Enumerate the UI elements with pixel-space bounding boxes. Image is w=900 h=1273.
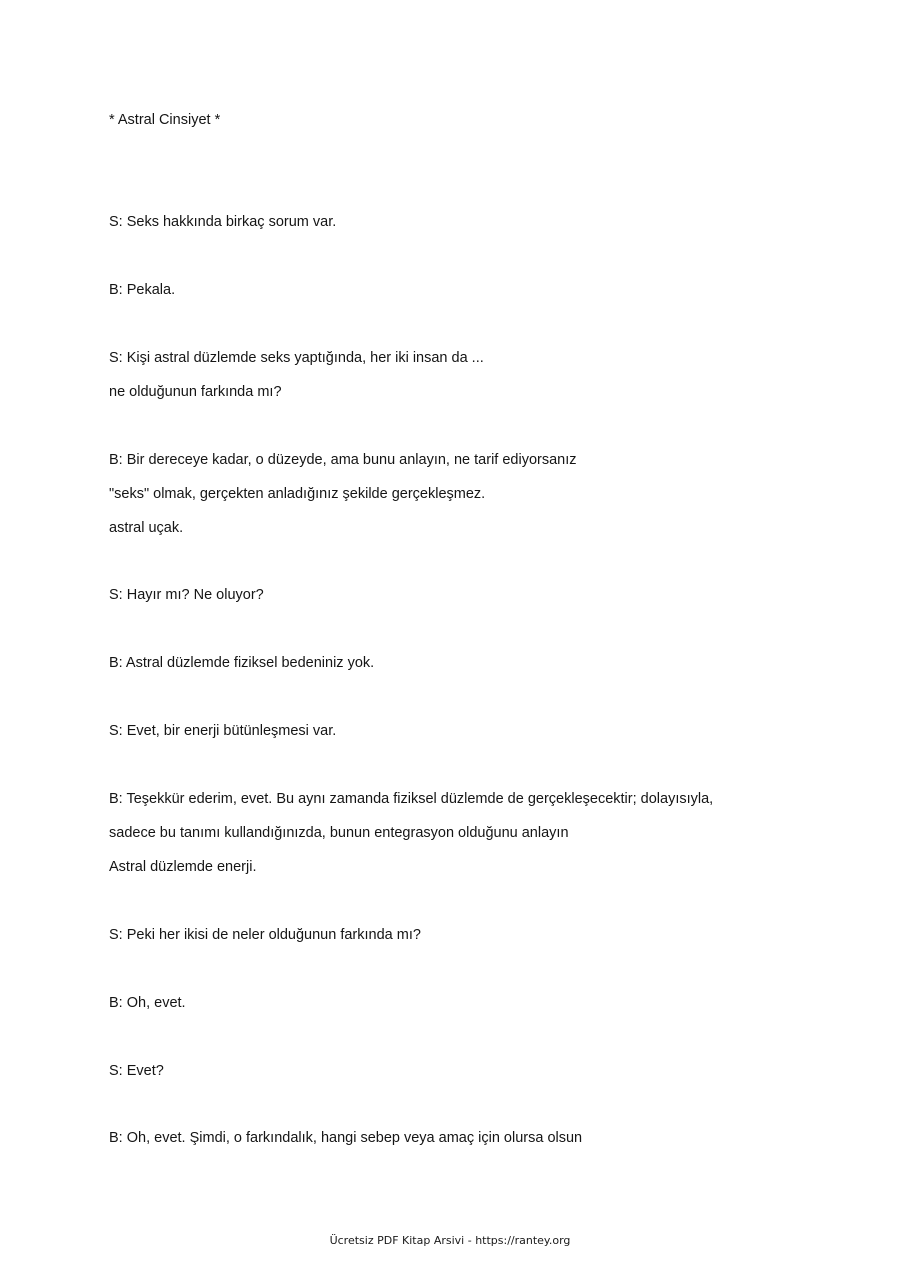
dialogue-line: sadece bu tanımı kullandığınızda, bunun entegrasyon olduğunu anlayın [109, 825, 569, 841]
dialogue-line: ne olduğunun farkında mı? [109, 384, 282, 400]
dialogue-line: Astral düzlemde enerji. [109, 859, 257, 875]
dialogue-line: S: Kişi astral düzlemde seks yaptığında, her iki insan da ... [109, 350, 484, 366]
dialogue-line: B: Oh, evet. Şimdi, o farkındalık, hangi sebep veya amaç için olursa olsun [109, 1130, 583, 1146]
dialogue-line: B: Pekala. [109, 282, 176, 298]
dialogue-line: B: Oh, evet. [109, 995, 186, 1011]
page-footer: Ücretsiz PDF Kitap Arsivi - https://rantey.org [329, 1234, 571, 1247]
dialogue-line: S: Seks hakkında birkaç sorum var. [109, 214, 337, 230]
dialogue-line: "seks" olmak, gerçekten anladığınız şekilde gerçekleşmez. [109, 486, 486, 502]
dialogue-line: B: Astral düzlemde fiziksel bedeniniz yok. [109, 655, 375, 671]
dialogue-line: S: Hayır mı? Ne oluyor? [109, 587, 264, 603]
document-title: * Astral Cinsiyet * [109, 112, 221, 128]
dialogue-line: B: Teşekkür ederim, evet. Bu aynı zamanda fiziksel düzlemde de gerçekleşecektir; dolayısıyla, [109, 791, 714, 807]
dialogue-line: S: Peki her ikisi de neler olduğunun farkında mı? [109, 927, 421, 943]
dialogue-line: S: Evet, bir enerji bütünleşmesi var. [109, 723, 337, 739]
dialogue-line: astral uçak. [109, 520, 184, 536]
dialogue-line: S: Evet? [109, 1063, 164, 1079]
dialogue-line: B: Bir dereceye kadar, o düzeyde, ama bunu anlayın, ne tarif ediyorsanız [109, 452, 577, 468]
